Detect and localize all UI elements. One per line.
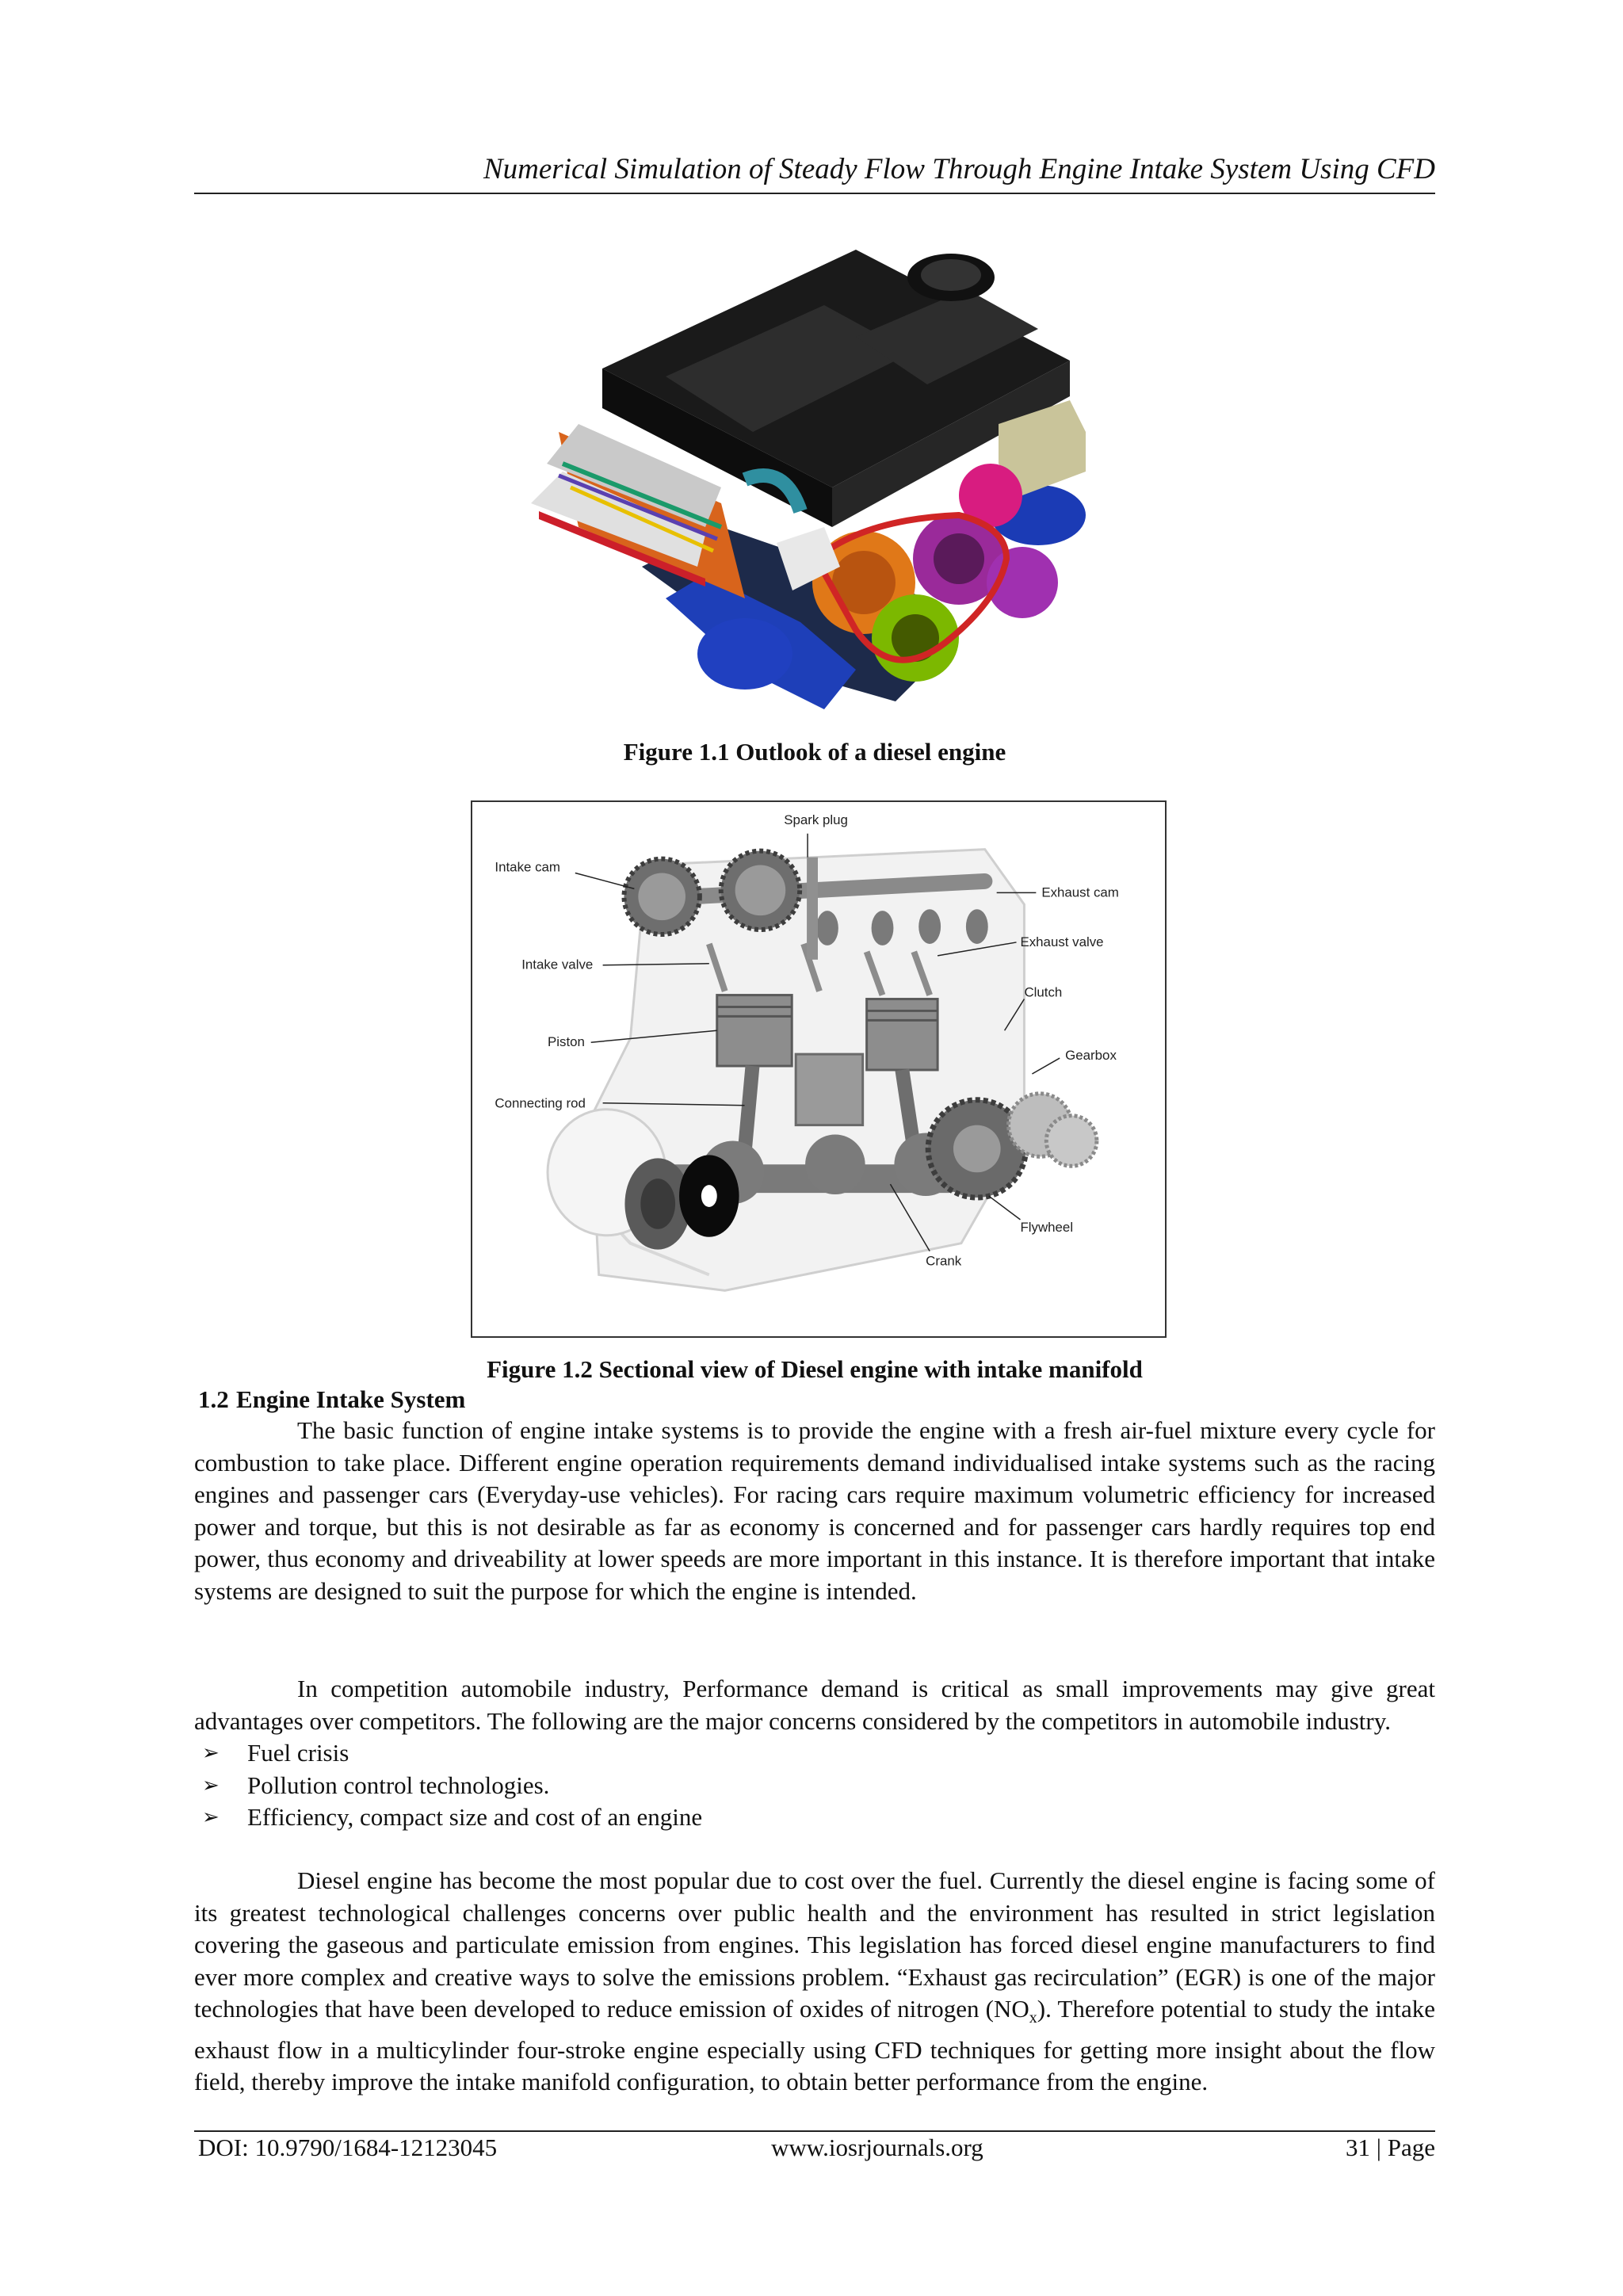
list-item bbox=[202, 1770, 702, 1802]
footer-url[interactable]: www.iosrjournals.org bbox=[771, 2134, 983, 2161]
section-title: Engine Intake System bbox=[236, 1385, 466, 1413]
label-clutch: Clutch bbox=[1024, 984, 1063, 1000]
figure-1-2-caption: Figure 1.2 Sectional view of Diesel engine with intake manifold bbox=[487, 1355, 1143, 1383]
list-item-text: Fuel crisis bbox=[247, 1739, 349, 1767]
running-header: Numerical Simulation of Steady Flow Through Engine Intake System Using CFD bbox=[483, 153, 1435, 185]
paragraph-competition bbox=[194, 1673, 1435, 1737]
paragraph-text bbox=[194, 1865, 1435, 2099]
figure-1-2-sectional-view bbox=[471, 800, 1167, 1338]
label-exhaust-cam: Exhaust cam bbox=[1041, 884, 1119, 900]
figure-1-1-caption: Figure 1.1 Outlook of a diesel engine bbox=[623, 738, 1006, 766]
concerns-list bbox=[202, 1737, 702, 1834]
paragraph-diesel-emissions bbox=[194, 1865, 1435, 2099]
label-connecting-rod: Connecting rod bbox=[495, 1095, 586, 1111]
label-exhaust-valve: Exhaust valve bbox=[1020, 934, 1104, 949]
label-flywheel: Flywheel bbox=[1020, 1219, 1074, 1235]
label-intake-cam: Intake cam bbox=[495, 859, 560, 875]
figure-1-1-diesel-engine-image bbox=[483, 226, 1149, 741]
arrow-bullet-icon: ➢ bbox=[202, 1741, 220, 1765]
paragraph-text: The basic function of engine intake systems is to provide the engine with a fresh air-fuel mixture every cycle for combustion to take place. Different engine operation requirements demand individualised intake systems such as the racing engines and passenger cars (Everyday-use vehicles). For racing cars require maximum volumetric efficiency for increased power and torque, but this is not desirable as far as economy is concerned and for passenger cars hardly requires top end power, thus economy and driveability at lower speeds are more important in this instance. It is therefore important that intake systems are designed to suit the purpose for which the engine is intended. bbox=[194, 1416, 1435, 1605]
section-heading bbox=[198, 1385, 465, 1415]
label-gearbox: Gearbox bbox=[1065, 1048, 1117, 1064]
paragraph-text-part: ). Therefore potential to study the intake exhaust flow in a multicylinder four-stroke engine especially using CFD techniques for getting more insight about the flow field, thereby improve the intake manifold configuration, to obtain better performance from the engine. bbox=[194, 1995, 1435, 2096]
label-piston: Piston bbox=[548, 1034, 585, 1050]
list-item bbox=[202, 1801, 702, 1834]
paragraph-text: In competition automobile industry, Performance demand is critical as small improvements may give great advantages over competitors. The following are the major concerns considered by the competitors in automobile industry. bbox=[194, 1675, 1435, 1735]
arrow-bullet-icon: ➢ bbox=[202, 1773, 220, 1797]
list-item-text: Efficiency, compact size and cost of an engine bbox=[247, 1803, 703, 1831]
list-item-text: Pollution control technologies. bbox=[247, 1771, 550, 1799]
section-number: 1.2 bbox=[198, 1385, 229, 1413]
footer-page-number: 31 | Page bbox=[1346, 2134, 1435, 2161]
label-spark-plug: Spark plug bbox=[784, 812, 848, 827]
label-crank: Crank bbox=[926, 1253, 962, 1269]
label-intake-valve: Intake valve bbox=[521, 957, 594, 972]
arrow-bullet-icon: ➢ bbox=[202, 1805, 220, 1829]
list-item bbox=[202, 1737, 702, 1770]
header-rule bbox=[194, 193, 1435, 194]
subscript-x: x bbox=[1029, 2009, 1037, 2027]
paragraph-text-part: Diesel engine has become the most popular due to cost over the fuel. Currently the diesel engine is facing some of its greatest technological challenges concerns over public health and the environment has resulted in strict legislation covering the gaseous and particulate emission from engines. This legislation has forced diesel engine manufacturers to find ever more complex and creative ways to solve the emissions problem. “Exhaust gas recirculation” (EGR) is one of the major technologies that have been developed to reduce emission of oxides of nitrogen (NO bbox=[194, 1866, 1435, 2023]
footer-doi: DOI: 10.9790/1684-12123045 bbox=[198, 2134, 498, 2161]
paragraph-intake-function bbox=[194, 1415, 1435, 1607]
